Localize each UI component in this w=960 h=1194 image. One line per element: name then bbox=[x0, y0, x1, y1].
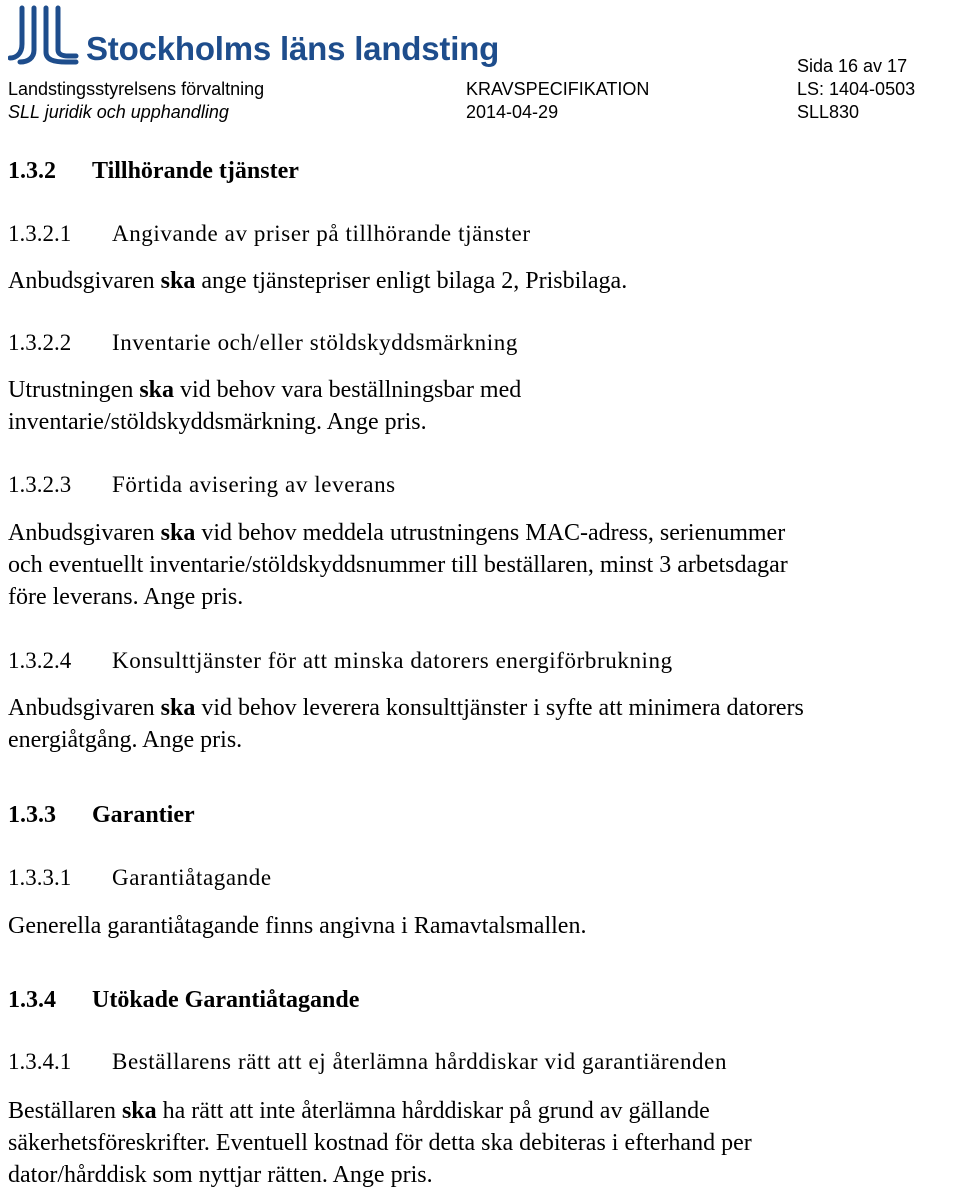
subsection-heading bbox=[8, 330, 518, 356]
section-heading bbox=[8, 158, 299, 185]
subsection-number: 1.3.2.1 bbox=[8, 221, 72, 246]
paragraph-line: Anbudsgivaren ska vid behov leverera konsulttjänster i syfte att minimera datorers bbox=[8, 695, 804, 721]
subsection-heading bbox=[8, 865, 272, 891]
paragraph bbox=[8, 1095, 752, 1191]
ls-number: LS: 1404-0503 bbox=[797, 79, 916, 99]
paragraph-line: Anbudsgivaren ska ange tjänstepriser enligt bilaga 2, Prisbilaga. bbox=[8, 268, 628, 294]
section-heading bbox=[8, 802, 195, 829]
paragraph-line: säkerhetsföreskrifter. Eventuell kostnad för detta ska debiteras i efterhand per bbox=[8, 1130, 752, 1156]
paragraph bbox=[8, 517, 788, 613]
subsection-title: Beställarens rätt att ej återlämna hårddiskar vid garantiärenden bbox=[112, 1049, 728, 1074]
page-number: Sida 16 av 17 bbox=[797, 56, 908, 76]
document-code: SLL830 bbox=[797, 102, 860, 122]
section-number: 1.3.2 bbox=[8, 158, 56, 184]
paragraph-line: inventarie/stöldskyddsmärkning. Ange pris. bbox=[8, 409, 427, 435]
paragraph bbox=[8, 374, 521, 438]
section-heading bbox=[8, 987, 359, 1014]
subsection-heading bbox=[8, 648, 673, 674]
sll-logo-icon bbox=[8, 4, 80, 66]
subsection-number: 1.3.2.2 bbox=[8, 330, 72, 355]
paragraph bbox=[8, 265, 627, 297]
subsection-number: 1.3.2.4 bbox=[8, 648, 72, 673]
subsection-number: 1.3.2.3 bbox=[8, 472, 72, 497]
requirement-keyword: ska bbox=[160, 695, 196, 721]
requirement-keyword: ska bbox=[160, 268, 196, 294]
subsection-heading bbox=[8, 221, 531, 247]
section-number: 1.3.3 bbox=[8, 802, 56, 828]
subsection-title: Angivande av priser på tillhörande tjänster bbox=[112, 221, 531, 246]
subsection-heading bbox=[8, 1049, 727, 1075]
subsection-title: Garantiåtagande bbox=[112, 865, 272, 890]
subsection-heading bbox=[8, 472, 396, 498]
requirement-keyword: ska bbox=[160, 520, 196, 546]
paragraph-line: Anbudsgivaren ska vid behov meddela utrustningens MAC-adress, serienummer bbox=[8, 520, 786, 546]
paragraph-line: Utrustningen ska vid behov vara beställningsbar med bbox=[8, 377, 522, 403]
subsection-title: Inventarie och/eller stöldskyddsmärkning bbox=[112, 330, 518, 355]
paragraph bbox=[8, 910, 586, 942]
section-title: Utökade Garantiåtagande bbox=[92, 987, 360, 1013]
org-logo-text: Stockholms läns landsting bbox=[86, 30, 500, 67]
paragraph-line: energiåtgång. Ange pris. bbox=[8, 727, 243, 753]
paragraph bbox=[8, 692, 804, 756]
paragraph-line: och eventuellt inventarie/stöldskyddsnummer till beställaren, minst 3 arbetsdagar bbox=[8, 552, 788, 578]
paragraph-line: Generella garantiåtagande finns angivna i Ramavtalsmallen. bbox=[8, 913, 587, 939]
requirement-keyword: ska bbox=[139, 377, 175, 403]
section-title: Garantier bbox=[92, 802, 195, 828]
subsection-number: 1.3.4.1 bbox=[8, 1049, 72, 1074]
document-type: KRAVSPECIFIKATION bbox=[466, 79, 650, 99]
subsection-title: Konsulttjänster för att minska datorers energiförbrukning bbox=[112, 648, 673, 673]
paragraph-line: före leverans. Ange pris. bbox=[8, 584, 244, 610]
unit-name: SLL juridik och upphandling bbox=[8, 102, 229, 122]
section-number: 1.3.4 bbox=[8, 987, 56, 1013]
paragraph-line: Beställaren ska ha rätt att inte återlämna hårddiskar på grund av gällande bbox=[8, 1098, 710, 1124]
department: Landstingsstyrelsens förvaltning bbox=[8, 79, 265, 99]
document-date: 2014-04-29 bbox=[466, 102, 559, 122]
subsection-number: 1.3.3.1 bbox=[8, 865, 72, 890]
subsection-title: Förtida avisering av leverans bbox=[112, 472, 396, 497]
section-title: Tillhörande tjänster bbox=[92, 158, 299, 184]
paragraph-line: dator/hårddisk som nyttjar rätten. Ange pris. bbox=[8, 1162, 433, 1188]
requirement-keyword: ska bbox=[121, 1098, 157, 1124]
